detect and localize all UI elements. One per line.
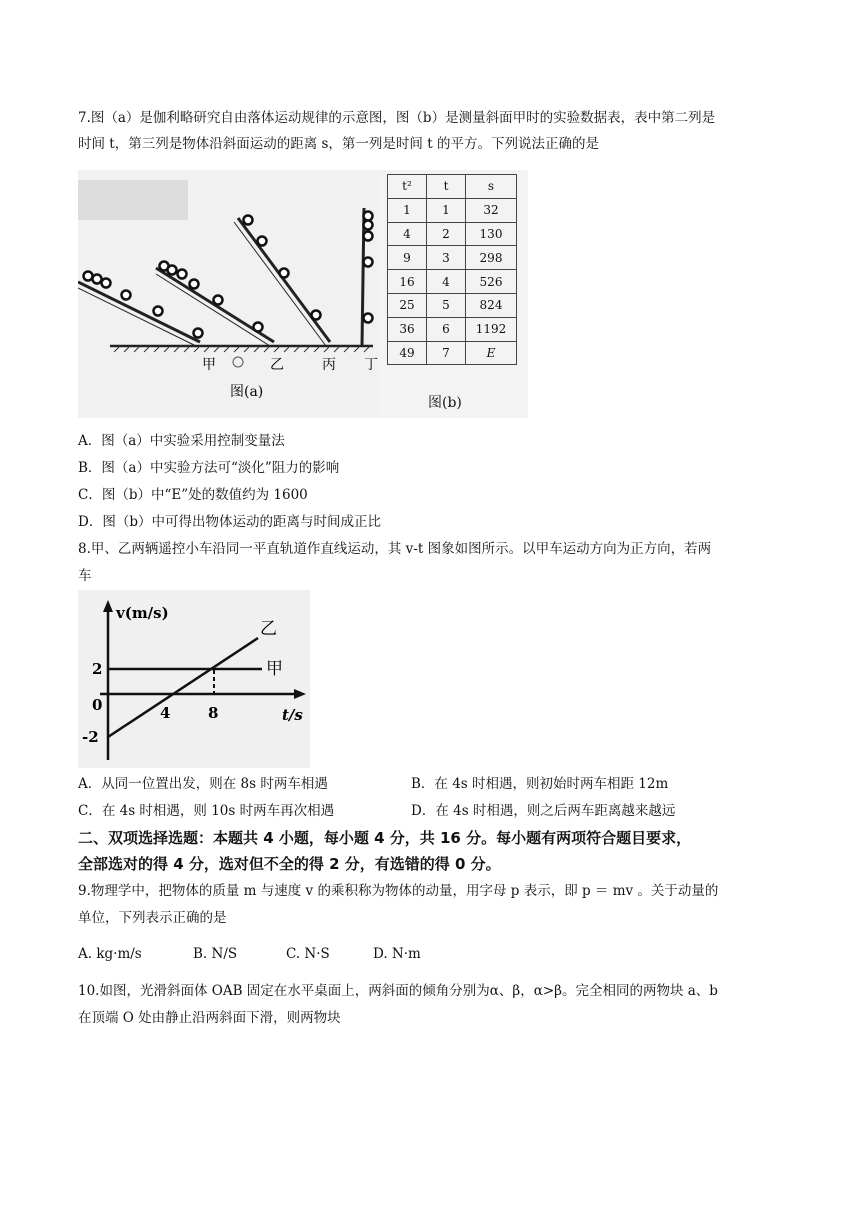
q7-text-line-2: 时间 t，第三列是物体沿斜面运动的距离 s，第一列是时间 t 的平方。下列说法正确的是 [78,136,599,152]
q8-text-line-2: 车 [78,568,92,584]
section-2-heading-line-1: 二、双项选择选题：本题共 4 小题，每小题 4 分，共 16 分。每小题有两项符合题目要求， [78,829,692,847]
q9-option-a: A. kg·m/s [78,946,142,962]
y-axis-label: v(m/s) [116,604,169,622]
tick-2: 2 [92,660,103,678]
vt-graph-svg [78,590,310,768]
x-axis-label: t/s [282,706,303,724]
table-cell: 130 [466,222,517,246]
table-cell: 9 [388,246,427,270]
tick-neg2: -2 [82,728,99,746]
section-2-heading-line-2: 全部选对的得 4 分，选对但不全的得 2 分，有选错的得 0 分。 [78,855,501,873]
tick-8: 8 [208,704,219,722]
table-cell: 1192 [466,317,517,341]
q8-option-c: C．在 4s 时相遇，则 10s 时两车再次相遇 [78,803,335,819]
table-row [388,222,517,246]
q8-text-line-1: 8.甲、乙两辆遥控小车沿同一平直轨道作直线运动，其 v-t 图象如图所示。以甲车运动方向为正方向，若两 [78,541,712,557]
table-cell: 6 [427,317,466,341]
table-row [388,317,517,341]
table-cell: E [466,341,517,365]
table-cell: 25 [388,293,427,317]
incline-diagram [78,170,378,418]
q9-option-b: B. N/S [193,946,238,962]
series-label-yi: 乙 [260,619,277,639]
q8-option-a: A．从同一位置出发，则在 8s 时两车相遇 [78,776,328,792]
table-cell: 5 [427,293,466,317]
table-cell: 7 [427,341,466,365]
q9-text-line-2: 单位，下列表示正确的是 [78,910,227,926]
q10-text-line-2: 在顶端 O 处由静止沿两斜面下滑，则两物块 [78,1010,341,1026]
q9-option-c: C. N·S [286,946,330,962]
label-yi: 乙 [270,357,284,373]
table-header-s: s [466,175,517,199]
table-row [388,341,517,365]
table-cell: 1 [427,198,466,222]
fig-b-caption: 图(b) [428,395,462,411]
tick-0: 0 [92,696,103,714]
table-header-row [388,175,517,199]
series-label-jia: 甲 [266,659,283,679]
table-row [388,293,517,317]
table-cell: 1 [388,198,427,222]
q8-vt-graph [78,590,310,768]
fig-a-caption: 图(a) [230,384,264,400]
q7-option-c: C．图（b）中“E”处的数值约为 1600 [78,487,308,503]
table-cell: 298 [466,246,517,270]
q7-option-d: D．图（b）中可得出物体运动的距离与时间成正比 [78,514,381,530]
label-bing: 丙 [322,357,336,373]
table-header-t2: t² [388,175,427,199]
q7-option-a: A．图（a）中实验采用控制变量法 [78,433,285,449]
data-table [387,174,517,365]
table-cell: 2 [427,222,466,246]
table-cell: 49 [388,341,427,365]
label-jia: 甲 [202,357,216,373]
table-row [388,198,517,222]
table-cell: 824 [466,293,517,317]
q7-option-b: B．图（a）中实验方法可“淡化”阻力的影响 [78,460,340,476]
tick-4: 4 [160,704,171,722]
q8-option-d: D．在 4s 时相遇，则之后两车距离越来越远 [411,803,676,819]
q7-figure-b [378,170,528,418]
table-cell: 4 [388,222,427,246]
label-ding: 丁 [364,357,378,373]
table-cell: 16 [388,270,427,294]
table-cell: 36 [388,317,427,341]
q8-option-b: B．在 4s 时相遇，则初始时两车相距 12m [411,776,669,792]
table-cell: 3 [427,246,466,270]
table-cell: 526 [466,270,517,294]
table-row [388,270,517,294]
table-cell: 4 [427,270,466,294]
q9-text-line-1: 9.物理学中，把物体的质量 m 与速度 v 的乘积称为物体的动量，用字母 p 表示，即 p ＝ mv 。关于动量的 [78,883,719,899]
table-cell: 32 [466,198,517,222]
table-header-t: t [427,175,466,199]
table-row [388,246,517,270]
q7-figure-a [78,170,378,418]
q10-text-line-1: 10.如图，光滑斜面体 OAB 固定在水平桌面上，两斜面的倾角分别为α、β，α>β。完全相同的两物块 a、b [78,983,718,999]
q9-option-d: D. N·m [373,946,421,962]
q7-text-line-1: 7.图（a）是伽利略研究自由落体运动规律的示意图，图（b）是测量斜面甲时的实验数据表，表中第二列是 [78,110,716,126]
